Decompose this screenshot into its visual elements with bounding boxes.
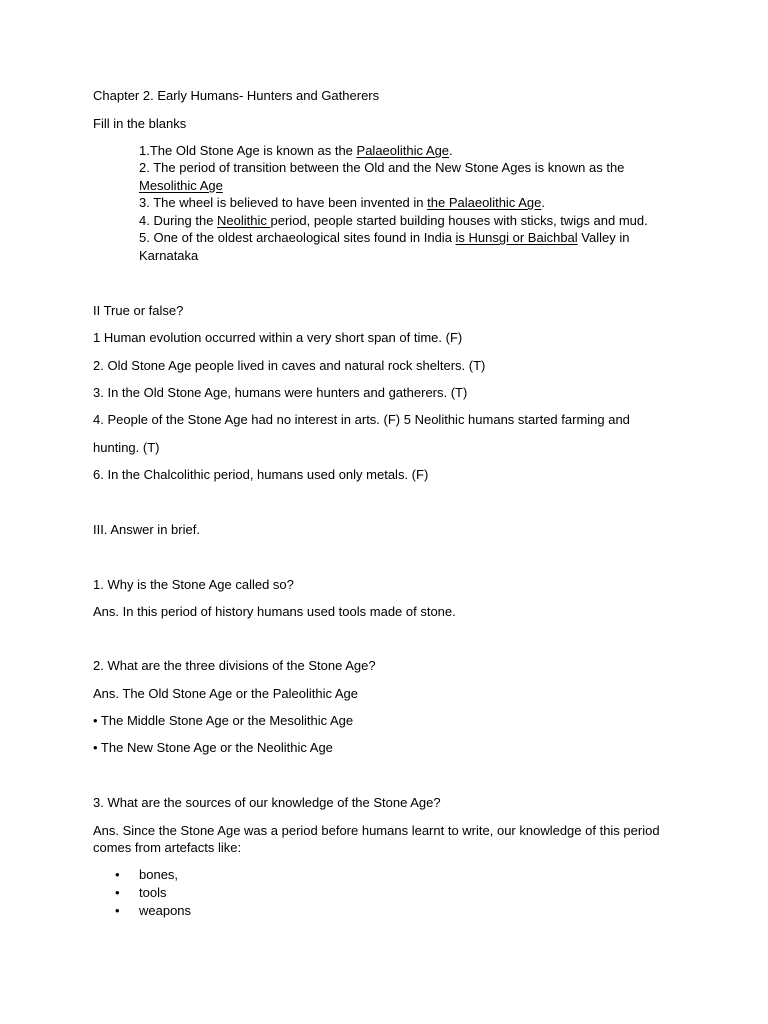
fill-blank-answer: is Hunsgi or Baichbal: [455, 230, 578, 245]
answer-2-bullet: • The New Stone Age or the Neolithic Age: [93, 740, 333, 755]
fill-blank-item-5: 5. One of the oldest archaeological sites found in India is Hunsgi or Baichbal Valley in: [139, 230, 630, 245]
true-false-item: 1 Human evolution occurred within a very short span of time. (F): [93, 330, 463, 345]
question-2: 2. What are the three divisions of the Stone Age?: [93, 658, 376, 673]
question-1: 1. Why is the Stone Age called so?: [93, 577, 294, 592]
fill-blank-item-4: 4. During the Neolithic period, people started building houses with sticks, twigs and mud.: [139, 213, 648, 228]
fill-blank-answer: the Palaeolithic Age: [427, 195, 542, 210]
fill-blank-item-5-line2: Karnataka: [139, 248, 199, 263]
chapter-title: Chapter 2. Early Humans- Hunters and Gatherers: [93, 88, 380, 103]
answer-1: Ans. In this period of history humans used tools made of stone.: [93, 604, 456, 619]
bullet-icon: •: [115, 903, 120, 918]
section-heading-fill-blanks: Fill in the blanks: [93, 116, 187, 131]
bullet-icon: •: [115, 885, 120, 900]
fill-blank-answer: Mesolithic Age: [139, 178, 223, 193]
fill-blank-answer: Palaeolithic Age: [356, 143, 450, 158]
list-item: tools: [139, 885, 167, 900]
answer-3-line2: comes from artefacts like:: [93, 840, 242, 855]
section-heading-true-false: II True or false?: [93, 303, 184, 318]
fill-blank-item-1: 1.The Old Stone Age is known as the Palaeolithic Age.: [139, 143, 453, 158]
section-heading-answer-brief: III. Answer in brief.: [93, 522, 200, 537]
list-item: weapons: [139, 903, 192, 918]
answer-3-line1: Ans. Since the Stone Age was a period before humans learnt to write, our knowledge of this period: [93, 823, 660, 838]
bullet-icon: •: [115, 867, 120, 882]
true-false-item: 3. In the Old Stone Age, humans were hunters and gatherers. (T): [93, 385, 468, 400]
fill-blank-item-2: 2. The period of transition between the Old and the New Stone Ages is known as the: [139, 160, 625, 175]
fill-blank-answer: Neolithic: [217, 213, 271, 228]
true-false-item: hunting. (T): [93, 440, 160, 455]
question-3: 3. What are the sources of our knowledge of the Stone Age?: [93, 795, 441, 810]
true-false-item: 2. Old Stone Age people lived in caves and natural rock shelters. (T): [93, 358, 486, 373]
answer-2-bullet: • The Middle Stone Age or the Mesolithic Age: [93, 713, 354, 728]
true-false-item: 4. People of the Stone Age had no interest in arts. (F) 5 Neolithic humans started farming and: [93, 412, 630, 427]
fill-blank-item-2-line2: [139, 177, 223, 194]
answer-2: Ans. The Old Stone Age or the Paleolithic Age: [93, 686, 358, 701]
list-item: bones,: [139, 867, 179, 882]
true-false-item: 6. In the Chalcolithic period, humans used only metals. (F): [93, 467, 429, 482]
fill-blank-item-3: 3. The wheel is believed to have been invented in the Palaeolithic Age.: [139, 195, 545, 210]
